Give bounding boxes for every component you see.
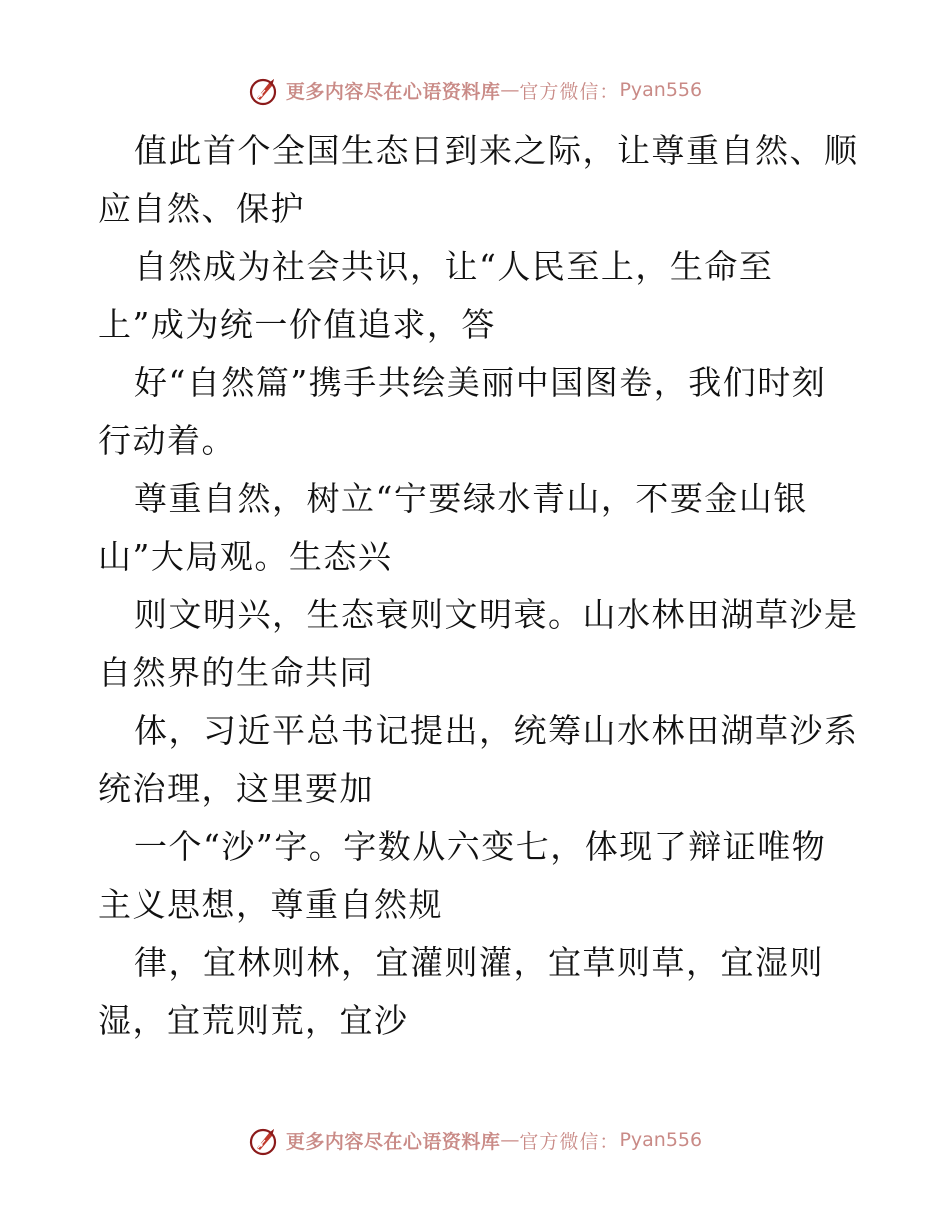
footer-brand-text: 更多内容尽在心语资料库 <box>285 1130 501 1153</box>
text-line: 山”大局观。生态兴 <box>98 537 393 576</box>
text-line: 体，习近平总书记提出，统筹山水林田湖草沙系 <box>134 711 859 750</box>
header-official-label: 官方微信： <box>519 80 620 103</box>
pen-nib-logo-icon <box>248 1123 282 1157</box>
text-line: 好“自然篇”携手共绘美丽中国图卷，我们时刻 <box>134 363 827 402</box>
text-line: 应自然、保护 <box>98 189 305 228</box>
text-line: 自然界的生命共同 <box>98 653 374 692</box>
text-line: 自然成为社会共识，让“人民至上，生命至 <box>134 247 774 286</box>
page-header-watermark <box>0 70 950 110</box>
text-line: 则文明兴，生态衰则文明衰。山水林田湖草沙是 <box>134 595 859 634</box>
header-wechat-id: Pyan556 <box>619 79 703 101</box>
page-footer-watermark <box>0 1120 950 1160</box>
text-line: 行动着。 <box>98 421 236 460</box>
text-line: 统治理，这里要加 <box>98 769 374 808</box>
header-dash: — <box>500 79 520 101</box>
footer-dash: — <box>500 1129 520 1151</box>
footer-wechat-id: Pyan556 <box>619 1129 703 1151</box>
pen-nib-logo-icon <box>248 73 282 107</box>
footer-official-label: 官方微信： <box>519 1130 620 1153</box>
header-brand-text: 更多内容尽在心语资料库 <box>285 80 501 103</box>
text-line: 律，宜林则林，宜灌则灌，宜草则草，宜湿则 <box>134 943 824 982</box>
text-line: 湿，宜荒则荒，宜沙 <box>98 1001 409 1040</box>
text-line: 上”成为统一价值追求，答 <box>98 305 496 344</box>
document-body <box>98 122 858 1050</box>
text-line: 一个“沙”字。字数从六变七，体现了辩证唯物 <box>134 827 827 866</box>
text-line: 尊重自然，树立“宁要绿水青山，不要金山银 <box>134 479 808 518</box>
text-line: 主义思想，尊重自然规 <box>98 885 443 924</box>
text-line: 值此首个全国生态日到来之际，让尊重自然、顺 <box>134 131 859 170</box>
